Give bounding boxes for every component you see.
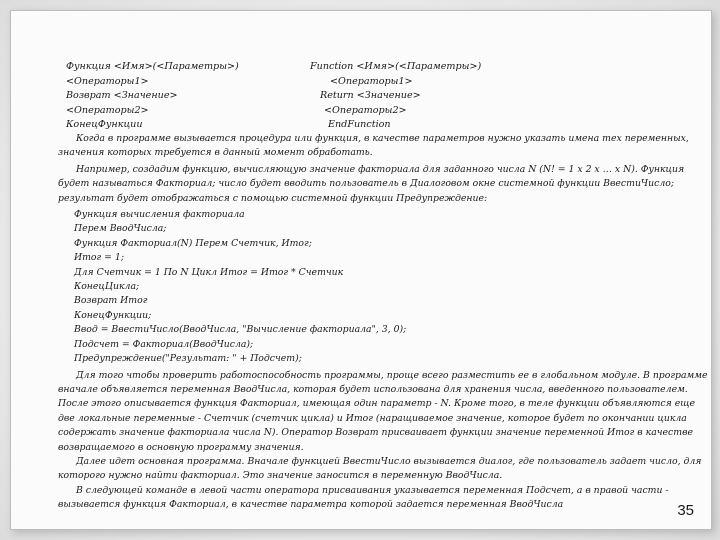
page-number: 35 xyxy=(677,502,694,519)
syntax-block xyxy=(58,60,708,132)
syntax-line: <Операторы2> xyxy=(66,104,149,116)
syntax-line: Возврат <Значение> xyxy=(66,90,178,102)
paragraph-example: Например, создадим функцию, вычисляющую значение факториала для заданного числа N (N! = 1 x 2 x … x N). Функция будет называться Факториал; число будет вводить пользователь в Диалоговом окне системной функции ВвестиЧисло; результат будет отображаться с помощью системной функции Предупреждение: xyxy=(58,163,685,204)
paragraph-explanation: Для того чтобы проверить работоспособность программы, проще всего разместить ее в глобальном модуле. В программе вначале объявляется переменная ВводЧисла, которая будет использована для хранения числа, введенного пользователем. После этого описывается функция Факториал, имеющая один параметр - N. Кроме того, в теле функции объявляются еще две локальные переменные - Счетчик (счетчик цикла) и Итог (наращиваемое значение, которое будет по окончании цикла содержать значение факториала числа N). Оператор Возврат присваивает функции значение переменной Итог в качестве возвращаемого в основную программу значения. xyxy=(58,369,708,453)
code-line: Возврат Итог xyxy=(74,295,148,307)
code-line: Итог = 1; xyxy=(74,252,124,264)
syntax-english xyxy=(310,60,670,133)
paragraph-main-program: Далее идет основная программа. Вначале функцией ВвестиЧисло вызывается диалог, где пользователь задает число, для которого нужно найти факториал. Это значение заносится в переменную ВводЧисла. xyxy=(58,455,702,482)
slide-content xyxy=(58,60,708,513)
syntax-line: Функция <Имя>(<Параметры>) xyxy=(66,61,239,72)
syntax-line: КонецФункции xyxy=(66,119,143,131)
syntax-line: Return <Значение> xyxy=(320,90,421,102)
code-line: Функция Факториал(N) Перем Счетчик, Итог; xyxy=(74,237,312,249)
syntax-line: EndFunction xyxy=(328,119,391,131)
syntax-line: Function <Имя>(<Параметры>) xyxy=(310,61,482,72)
paragraph-intro: Когда в программе вызывается процедура или функция, в качестве параметров нужно указать имена тех переменных, значения которых требуется в данный момент обработать. xyxy=(58,133,689,159)
code-line: Предупреждение("Результат: " + Подсчет); xyxy=(74,353,302,365)
code-line: КонецФункции; xyxy=(74,309,152,321)
syntax-line: <Операторы1> xyxy=(330,75,413,87)
syntax-line: <Операторы2> xyxy=(324,104,407,116)
syntax-line: <Операторы1> xyxy=(66,75,149,87)
syntax-russian xyxy=(66,60,296,133)
code-line: КонецЦикла; xyxy=(74,281,140,293)
paragraph-assignment: В следующей команде в левой части оператора присваивания указывается переменная Подсчет, а в правой части - вызывается функция Факториал, в качестве параметра которой задается переменная ВводЧисла xyxy=(58,484,669,511)
code-line: Ввод = ВвестиЧисло(ВводЧисла, "Вычисление факториала", 3, 0); xyxy=(74,324,407,336)
code-line: Для Счетчик = 1 По N Цикл Итог = Итог * Счетчик xyxy=(74,266,344,278)
code-line: Подсчет = Факториал(ВводЧисла); xyxy=(74,338,254,350)
code-line: Функция вычисления факториала xyxy=(74,209,245,221)
code-line: Перем ВводЧисла; xyxy=(74,223,167,235)
code-block xyxy=(58,208,708,366)
